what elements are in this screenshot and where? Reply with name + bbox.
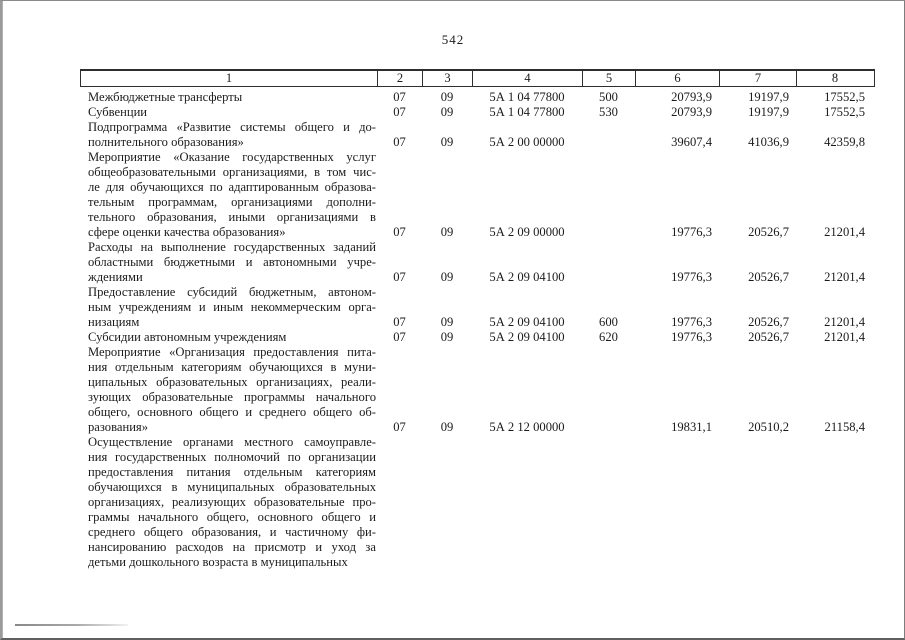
expense-name-cell	[80, 120, 377, 150]
expense-name-line: Межбюджетные трансферты	[88, 90, 243, 104]
expense-name-line: разования»	[88, 420, 149, 434]
expense-name-cell	[80, 240, 377, 285]
expense-name-cell	[80, 285, 377, 330]
razdel-cell: 07	[393, 225, 406, 239]
amount-year2-cell: 41036,9	[748, 135, 789, 149]
amount-year3-cell: 21201,4	[824, 315, 865, 329]
amount-year1-cell: 19776,3	[671, 270, 712, 284]
amount-year1-cell: 19776,3	[671, 225, 712, 239]
expense-name-line: организациях, реализующих образовательные про-	[88, 495, 376, 509]
column-header-5: 5	[583, 71, 636, 86]
expense-type-cell	[582, 225, 635, 240]
expense-name-line: общеобразовательными организациями, в том чис-	[88, 165, 376, 179]
amount-year3-cell: 21201,4	[824, 270, 865, 284]
expense-name-line: Расходы на выполнение государственных заданий	[88, 240, 376, 254]
podrazdel-cell: 09	[440, 315, 454, 329]
table-row	[80, 345, 875, 435]
expense-name-cell	[80, 330, 377, 345]
target-article-cell: 5А 2 00 00000	[489, 135, 565, 149]
razdel-cell: 07	[393, 135, 406, 149]
scan-artifact-line	[15, 624, 128, 626]
amount-year3-cell: 17552,5	[824, 90, 865, 104]
amount-year1-cell: 39607,4	[671, 135, 712, 149]
target-article-cell: 5А 1 04 77800	[489, 90, 565, 104]
target-article-cell: 5А 2 12 00000	[489, 420, 565, 434]
expense-name-line: ле для обучающихся по адаптированным образова-	[88, 180, 376, 194]
expense-name-line: тельного образования, иными организациями в	[88, 210, 376, 224]
column-header-6: 6	[636, 71, 720, 86]
table-row	[80, 120, 875, 150]
razdel-cell: 07	[393, 420, 406, 434]
podrazdel-cell: 09	[440, 330, 454, 344]
expense-name-line: Предоставление субсидий бюджетным, автоном-	[88, 285, 376, 299]
razdel-cell: 07	[393, 105, 406, 119]
amount-year1-cell: 19776,3	[671, 315, 712, 329]
column-header-1: 1	[81, 71, 378, 86]
amount-year3-cell	[796, 555, 872, 570]
expense-name-line: ждениями	[88, 270, 143, 284]
expense-type-cell: 600	[599, 315, 618, 329]
expense-type-cell	[582, 420, 635, 435]
expense-name-line: Мероприятие «Оказание государственных услуг	[88, 150, 376, 164]
table-body	[80, 90, 875, 570]
budget-table	[80, 69, 875, 570]
expense-name-line: областными бюджетными и автономными учре-	[88, 255, 376, 269]
expense-name-line: общего, основного общего и среднего общего об-	[88, 405, 376, 419]
podrazdel-cell: 09	[440, 270, 454, 284]
podrazdel-cell: 09	[440, 135, 454, 149]
amount-year1-cell	[635, 555, 719, 570]
expense-type-cell: 500	[599, 90, 618, 104]
column-header-7: 7	[720, 71, 797, 86]
expense-name-line: ния государственных полномочий по организации	[88, 450, 376, 464]
target-article-cell: 5А 1 04 77800	[489, 105, 565, 119]
amount-year1-cell: 20793,9	[671, 105, 712, 119]
expense-name-cell	[80, 90, 377, 105]
column-header-2: 2	[378, 71, 423, 86]
target-article-cell	[472, 555, 582, 570]
expense-name-cell	[80, 105, 377, 120]
razdel-cell: 07	[393, 90, 406, 104]
expense-name-cell	[80, 345, 377, 435]
podrazdel-cell	[422, 555, 472, 570]
target-article-cell: 5А 2 09 04100	[489, 315, 565, 329]
expense-name-line: Осуществление органами местного самоуправле-	[88, 435, 376, 449]
expense-name-line: зующих образовательные программы начального	[88, 390, 376, 404]
expense-name-line: обучающихся в муниципальных образовательных	[88, 480, 376, 494]
table-row	[80, 240, 875, 285]
razdel-cell: 07	[393, 315, 406, 329]
amount-year2-cell: 20526,7	[748, 225, 789, 239]
table-row	[80, 150, 875, 240]
expense-name-line: детьми дошкольного возраста в муниципальных	[88, 555, 348, 569]
expense-type-cell: 530	[599, 105, 618, 119]
expense-name-line: ния отдельным категориям обучающихся в муни-	[88, 360, 376, 374]
amount-year3-cell: 42359,8	[824, 135, 865, 149]
column-header-3: 3	[423, 71, 473, 86]
amount-year2-cell: 20510,2	[748, 420, 789, 434]
expense-type-cell	[582, 270, 635, 285]
column-header-8: 8	[831, 71, 839, 85]
podrazdel-cell: 09	[440, 105, 454, 119]
amount-year3-cell: 21201,4	[824, 330, 865, 344]
razdel-cell	[377, 555, 422, 570]
expense-name-line: ным учреждениям и иным некоммерческим орга-	[88, 300, 376, 314]
amount-year2-cell: 20526,7	[748, 330, 789, 344]
expense-name-line: граммы начального общего, основного общего и	[88, 510, 376, 524]
table-row	[80, 90, 875, 105]
page-number: 542	[441, 32, 465, 47]
expense-name-line: низациям	[88, 315, 140, 329]
amount-year1-cell: 19831,1	[671, 420, 712, 434]
amount-year2-cell: 20526,7	[748, 270, 789, 284]
podrazdel-cell: 09	[440, 420, 454, 434]
scan-edge-artifact	[2, 1, 3, 638]
razdel-cell: 07	[393, 330, 406, 344]
amount-year2-cell: 19197,9	[748, 105, 789, 119]
amount-year2-cell	[719, 555, 796, 570]
amount-year1-cell: 20793,9	[671, 90, 712, 104]
target-article-cell: 5А 2 09 04100	[489, 330, 565, 344]
expense-name-cell	[80, 150, 377, 240]
table-row	[80, 105, 875, 120]
expense-name-line: среднего общего образования, и частичному фи-	[88, 525, 376, 539]
expense-type-cell	[582, 555, 635, 570]
expense-name-line: Субсидии автономным учреждениям	[88, 330, 287, 344]
amount-year2-cell: 20526,7	[748, 315, 789, 329]
target-article-cell: 5А 2 09 04100	[489, 270, 565, 284]
expense-name-line: Субвенции	[88, 105, 148, 119]
table-row	[80, 435, 875, 570]
table-header-row	[80, 69, 875, 87]
amount-year3-cell: 21201,4	[824, 225, 865, 239]
expense-name-line: полнительного образования»	[88, 135, 244, 149]
podrazdel-cell: 09	[440, 225, 454, 239]
expense-name-line: нансированию расходов на присмотр и уход за	[88, 540, 376, 554]
expense-type-cell: 620	[599, 330, 618, 344]
razdel-cell: 07	[393, 270, 406, 284]
expense-name-line: сфере оценки качества образования»	[88, 225, 286, 239]
table-row	[80, 330, 875, 345]
expense-name-cell	[80, 435, 377, 570]
table-row	[80, 285, 875, 330]
expense-type-cell	[582, 135, 635, 150]
target-article-cell: 5А 2 09 00000	[489, 225, 565, 239]
expense-name-line: предоставления питания отдельным категориям	[88, 465, 376, 479]
amount-year1-cell: 19776,3	[671, 330, 712, 344]
amount-year2-cell: 19197,9	[748, 90, 789, 104]
expense-name-line: Мероприятие «Организация предоставления пита-	[88, 345, 376, 359]
amount-year3-cell: 17552,5	[824, 105, 865, 119]
expense-name-line: ципальных образовательных организациях, реали-	[88, 375, 376, 389]
expense-name-line: Подпрограмма «Развитие системы общего и до-	[88, 120, 376, 134]
podrazdel-cell: 09	[440, 90, 454, 104]
amount-year3-cell: 21158,4	[824, 420, 865, 434]
expense-name-line: тельным программам, организациями дополни-	[88, 195, 376, 209]
column-header-4: 4	[473, 71, 583, 86]
